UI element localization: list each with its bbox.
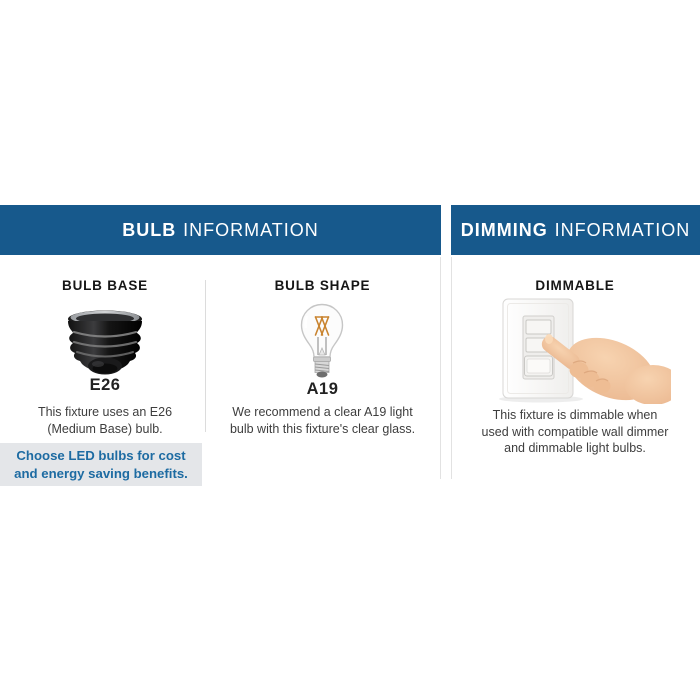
bulb-base-description [5, 404, 205, 437]
bulb-header-emphasis: BULB [122, 219, 177, 240]
section-divider-left-edge [440, 257, 441, 479]
bulb-base-description-line2: (Medium Base) bulb. [47, 421, 163, 436]
bulb-shape-description-line2: bulb with this fixture's clear glass. [229, 421, 416, 436]
bulb-base-code: E26 [89, 376, 121, 394]
dimmable-description-line2: used with compatible wall dimmer [481, 424, 669, 439]
wall-dimmer-switch-with-pointing-hand-photo [493, 297, 671, 404]
bulb-information-header-bar [0, 205, 441, 255]
bulb-header-rest: INFORMATION [183, 219, 319, 240]
dimming-information-header-bar [451, 205, 700, 255]
base-collar [314, 357, 331, 362]
dimmer-up-button [526, 320, 551, 334]
bulb-shape-description-line1: We recommend a clear A19 light [232, 405, 413, 419]
dimming-header-rest: INFORMATION [554, 219, 691, 240]
e26-screw-base-photo [65, 308, 145, 376]
dimmable-description-line1: This fixture is dimmable when [492, 408, 658, 422]
led-note-line1: Choose LED bulbs for cost [16, 447, 186, 463]
base-contact-tip [317, 372, 328, 378]
led-savings-note [0, 443, 202, 486]
bulb-base-title: BULB BASE [62, 278, 148, 293]
bulb-shape-description [205, 404, 440, 437]
a19-clear-filament-bulb-photo [292, 301, 352, 387]
dimmable-description-line3: and dimmable light bulbs. [504, 441, 646, 455]
bulb-shape-code: A19 [306, 380, 339, 398]
led-note-line2: and energy saving benefits. [14, 465, 188, 481]
dimmable-description [452, 407, 698, 457]
dimming-header-emphasis: DIMMING [460, 219, 548, 240]
bulb-shape-title: BULB SHAPE [274, 278, 371, 293]
dimmable-title: DIMMABLE [535, 278, 615, 293]
bulb-base-description-line1: This fixture uses an E26 [37, 405, 173, 419]
